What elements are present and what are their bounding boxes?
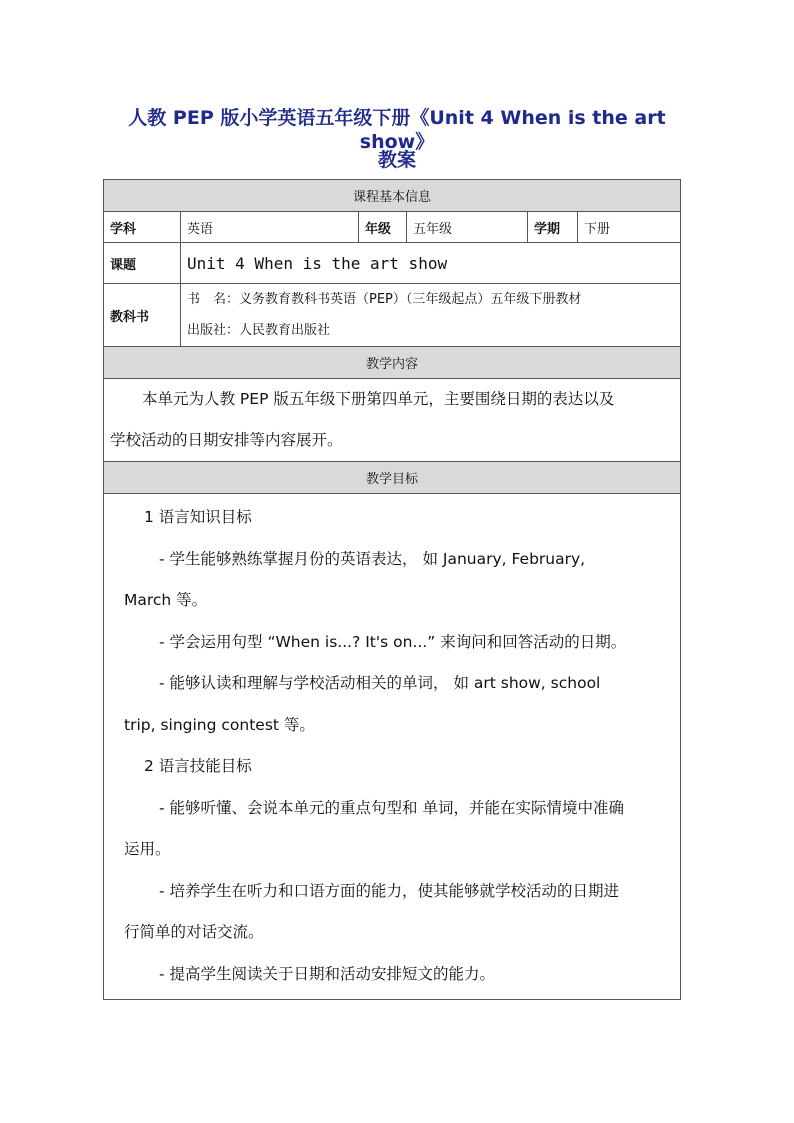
objective-item-cont: 行简单的对话交流。	[124, 923, 264, 941]
objective-item-cont: March 等。	[124, 591, 208, 609]
subject-label: 学科	[104, 212, 181, 243]
grade-label: 年级	[359, 212, 407, 243]
objective-item: - 学会运用句型 “When is...? It's on...” 来询问和回答活动的日期。	[159, 632, 627, 651]
objective-item-cont: 运用。	[124, 840, 171, 858]
objective-item: - 学生能够熟练掌握月份的英语表达， 如 January, February,	[159, 549, 586, 568]
objective-item: - 提高学生阅读关于日期和活动安排短文的能力。	[159, 964, 496, 983]
document-title: 人教 PEP 版小学英语五年级下册《Unit 4 When is the art show》	[128, 107, 666, 153]
term-label: 学期	[528, 212, 578, 243]
document-title-line2: 教案	[377, 149, 416, 171]
grade-value: 五年级	[407, 212, 528, 243]
section-teaching-content: 教学内容	[104, 347, 681, 379]
objective-item: - 能够听懂、会说本单元的重点句型和 单词，并能在实际情境中准确	[159, 798, 624, 817]
objectives-cell	[104, 494, 681, 1000]
publisher: 出版社：人民教育出版社	[187, 323, 331, 338]
objective-item-cont: trip, singing contest 等。	[124, 715, 315, 734]
section-teaching-objectives: 教学目标	[104, 462, 681, 494]
objective-item: - 培养学生在听力和口语方面的能力，使其能够就学校活动的日期进	[159, 881, 620, 900]
section-basic-info: 课程基本信息	[104, 180, 681, 212]
objective-heading-1: 1 语言知识目标	[144, 508, 252, 526]
topic-value: Unit 4 When is the art show	[181, 243, 681, 284]
content-line-2: 学校活动的日期安排等内容展开。	[110, 431, 343, 449]
book-name: 书 名：义务教育教科书英语（PEP）（三年级起点）五年级下册教材	[187, 292, 582, 307]
subject-value: 英语	[181, 212, 359, 243]
content-paragraph	[104, 379, 681, 462]
content-line-1: 本单元为人教 PEP 版五年级下册第四单元，主要围绕日期的表达以及	[142, 390, 615, 408]
objective-heading-2: 2 语言技能目标	[144, 757, 252, 775]
textbook-info	[181, 284, 681, 347]
objective-item: - 能够认读和理解与学校活动相关的单词， 如 art show, school	[159, 674, 601, 692]
topic-label: 课题	[104, 243, 181, 284]
lesson-info-table	[103, 179, 681, 1000]
term-value: 下册	[578, 212, 681, 243]
textbook-label: 教科书	[104, 284, 181, 347]
